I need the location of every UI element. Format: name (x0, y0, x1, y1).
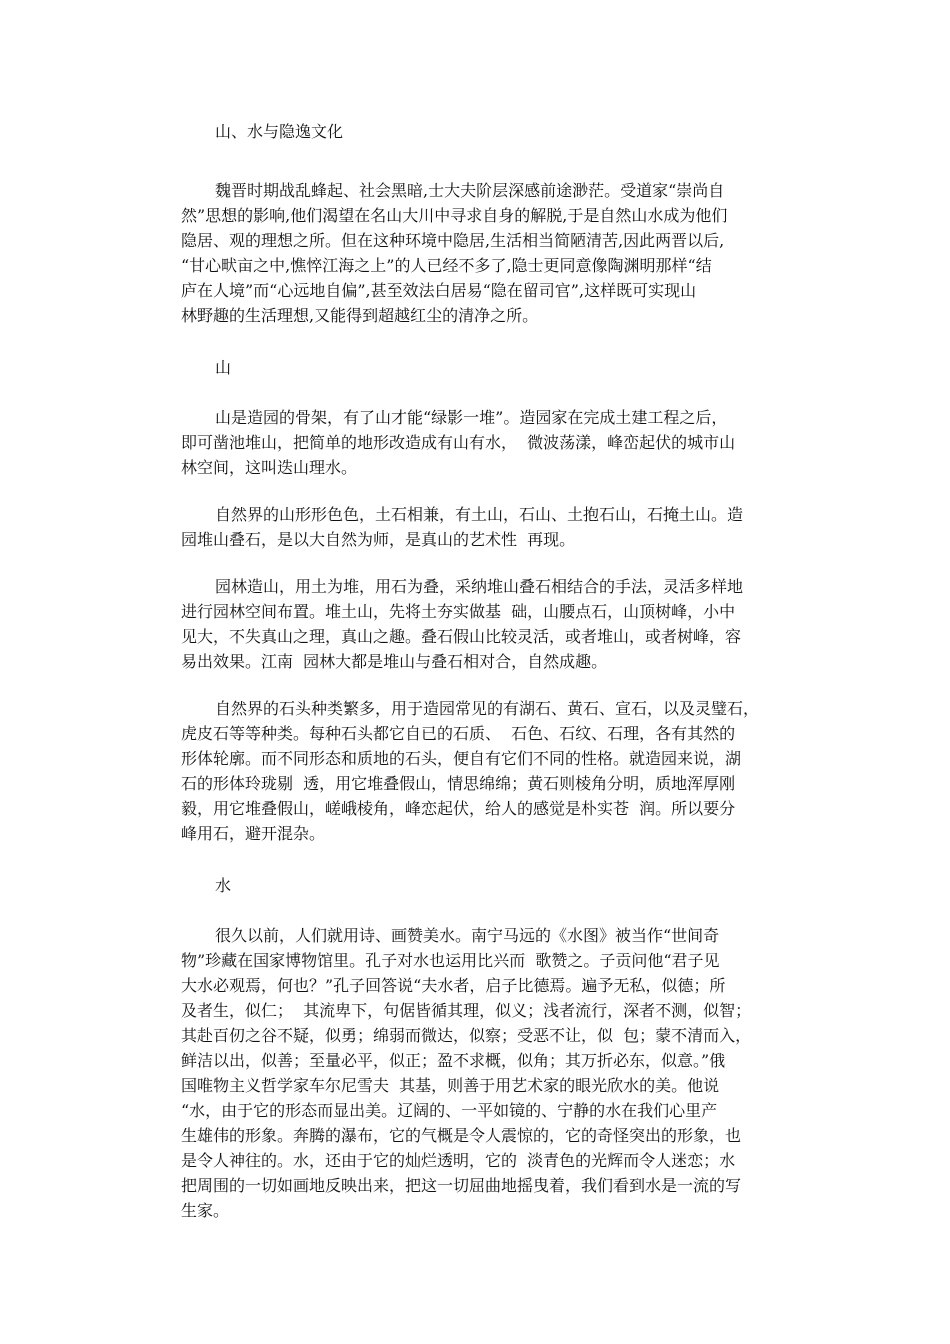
section-heading-water: 水 (215, 876, 232, 895)
paragraph-line: 林空间，这叫迭山理水。 (181, 458, 358, 477)
water-paragraph-1 (181, 923, 781, 1223)
paragraph-line: 生家。 (181, 1201, 230, 1220)
document-page (181, 122, 781, 1223)
paragraph-line: 林野趣的生活理想,又能得到超越红尘的清净之所。 (181, 306, 539, 325)
paragraph-line: 易出效果。江南 园林大都是堆山与叠石相对合，自然成趣。 (181, 652, 608, 671)
paragraph-line: 隐居、观的理想之所。但在这种环境中隐居,生活相当简陋清苦,因此两晋以后, (181, 231, 725, 250)
paragraph-line: 山是造园的骨架，有了山才能“绿影一堆”。造园家在完成土建工程之后， (215, 408, 728, 427)
paragraph-line: 自然界的山形形色色，土石相兼，有土山，石山、土抱石山，石掩土山。造 (215, 505, 744, 524)
paragraph-line: 自然界的石头种类繁多，用于造园常见的有湖石、黄石、宣石，以及灵璧石， (215, 699, 760, 718)
mountain-paragraph-3 (181, 574, 781, 674)
paragraph-line: “甘心畎亩之中,憔悴江海之上”的人已经不多了,隐士更同意像陶渊明那样“结 (181, 256, 712, 275)
paragraph-line: 毅，用它堆叠假山，嵯峨棱角，峰恋起伏，给人的感觉是朴实苍 润。所以要分 (181, 799, 736, 818)
section-heading-mountain: 山 (215, 358, 232, 377)
paragraph-line: 是令人神往的。水，还由于它的灿烂透明，它的 淡青色的光辉而令人迷恋；水 (181, 1151, 736, 1170)
paragraph-line: 然”思想的影响,他们渴望在名山大川中寻求自身的解脱,于是自然山水成为他们 (181, 206, 728, 225)
paragraph-line: 虎皮石等等种类。每种石头都它自已的石质、 石色、石纹、石理，各有其然的 (181, 724, 736, 743)
paragraph-line: 形体轮廓。而不同形态和质地的石头，便自有它们不同的性格。就造园来说，湖 (181, 749, 742, 768)
paragraph-line: 大水必观焉，何也？”孔子回答说“夫水者，启子比德焉。遍予无私，似德；所 (181, 976, 726, 995)
mountain-paragraph-2 (181, 502, 781, 552)
paragraph-line: 峰用石，避开混杂。 (181, 824, 326, 843)
paragraph-line: 庐在人境”而“心远地自偏”,甚至效法白居易“隐在留司官”,这样既可实现山 (181, 281, 697, 300)
paragraph-line: 把周围的一切如画地反映出来，把这一切屈曲地摇曳着，我们看到水是一流的写 (181, 1176, 742, 1195)
paragraph-line: “水，由于它的形态而显出美。辽阔的、一平如镜的、宁静的水在我们心里产 (181, 1101, 718, 1120)
mountain-paragraph-1 (181, 405, 781, 480)
paragraph-line: 很久以前，人们就用诗、画赞美水。南宁马远的《水图》被当作“世间奇 (215, 926, 720, 945)
paragraph-line: 鲜洁以出，似善；至量必平，似正；盈不求概，似角；其万折必东，似意。”俄 (181, 1051, 726, 1070)
paragraph-line: 物”珍藏在国家博物馆里。孔子对水也运用比兴而 歌赞之。子贡问他“君子见 (181, 951, 720, 970)
paragraph-line: 其赴百仞之谷不疑，似勇；绵弱而微达，似察；受恶不让，似 包；蒙不清而入， (181, 1026, 752, 1045)
paragraph-line: 即可凿池堆山，把简单的地形改造成有山有水， 微波荡漾，峰峦起伏的城市山 (181, 433, 736, 452)
paragraph-line: 及者生，似仁； 其流卑下，句倨皆循其理，似义；浅者流行，深者不测，似智； (181, 1001, 752, 1020)
paragraph-line: 国唯物主义哲学家车尔尼雪夫 其基，则善于用艺术家的眼光欣水的美。他说 (181, 1076, 720, 1095)
document-title: 山、水与隐逸文化 (215, 122, 344, 141)
intro-paragraph (181, 178, 781, 328)
paragraph-line: 魏晋时期战乱蜂起、社会黑暗,士大夫阶层深感前途渺茫。受道家“崇尚自 (215, 181, 725, 200)
paragraph-line: 园林造山，用土为堆，用石为叠，采纳堆山叠石相结合的手法，灵活多样地 (215, 577, 744, 596)
mountain-paragraph-4 (181, 696, 781, 846)
paragraph-line: 进行园林空间布置。堆土山，先将土夯实做基 础，山腰点石，山顶树峰，小中 (181, 602, 736, 621)
paragraph-line: 生雄伟的形象。奔腾的瀑布，它的气概是令人震惊的，它的奇怪突出的形象，也 (181, 1126, 742, 1145)
paragraph-line: 园堆山叠石，是以大自然为师，是真山的艺术性 再现。 (181, 530, 576, 549)
paragraph-line: 见大，不失真山之理，真山之趣。叠石假山比较灵活，或者堆山，或者树峰，容 (181, 627, 742, 646)
paragraph-line: 石的形体玲珑剔 透，用它堆叠假山，情思绵绵；黄石则棱角分明，质地浑厚刚 (181, 774, 736, 793)
